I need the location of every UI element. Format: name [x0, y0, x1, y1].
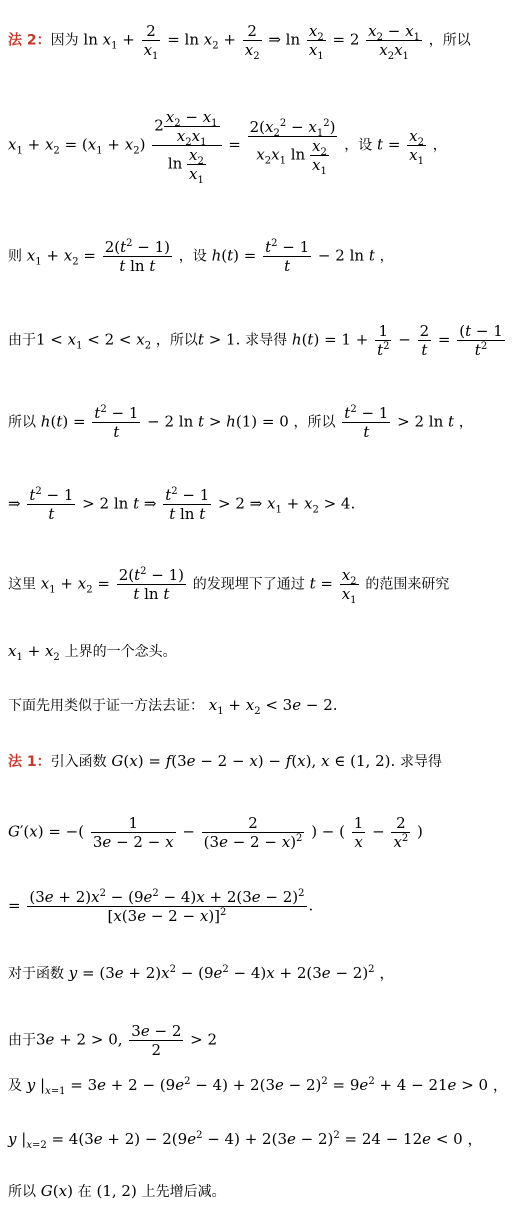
text: 求导得	[245, 332, 288, 349]
line-vertex: 由于3e + 2 > 0, $\frac{3e - 2}{2}$ > 2	[8, 1022, 218, 1059]
fraction: $\frac{2(t^2 - 1)}{\text{t ln t}}$	[104, 238, 170, 275]
line-G-prime-simplified: = $\frac{(3e + 2)x^2 - (9e^2 - 4)x + 2(3e - 2)^2}{[x(3e - 2 - x)]^2}$ .	[8, 888, 314, 925]
line-define-h: 则 $x_1 + x_2$ = $\frac{2(t^2 - 1)}{\text{t ln t}}$ ，设 h(t) = $\frac{t^2 - 1}{t}$ − 2 ln t ，	[8, 238, 394, 275]
line-quadratic: 对于函数 $y = (3e + 2)x^2 - (9e^2 - 4)x + 2(3e - 2)^2$ ，	[8, 964, 395, 982]
text: 所以	[8, 1184, 36, 1200]
fraction: $\frac{x_2}{x_1}$	[409, 127, 424, 167]
text: 的发现埋下了通过	[192, 576, 305, 593]
text: 由于	[8, 332, 36, 349]
line-method1-intro: 法 1：引入函数 G(x) = f(3e − 2 − x) − f(x), x ∈ (1, 2). 求导得	[8, 752, 443, 770]
text: 在	[77, 1184, 92, 1200]
fraction: $\frac{t^2 - 1}{t}$	[94, 404, 139, 441]
fraction: $\frac{x_2 - x_1}{x_2x_1}$	[368, 22, 420, 62]
text: ，所以	[155, 332, 198, 349]
line-remark: 这里 $x_1 + x_2$ = $\frac{2(t^2 - 1)}{\text{t ln t}}$ 的发现埋下了通过 t = $\frac{x_2}{x_1}$ 的范围来研究	[8, 566, 450, 606]
fraction: $\frac{(3e + 2)x^2 - (9e^2 - 4)x + 2(3e - 2)^2}{[x(3e - 2 - x)]^2}$	[29, 888, 305, 925]
line-monotonicity: 所以 G(x) 在 (1, 2) 上先增后减。	[8, 1182, 226, 1200]
text: 这里	[8, 576, 36, 593]
text: 及	[8, 1078, 22, 1094]
method2-heading: 法 2：	[8, 32, 51, 49]
text: 由于	[8, 1032, 36, 1049]
text: ，设	[178, 248, 207, 265]
fraction: $\frac{t^2 - 1}{t}$	[29, 486, 74, 523]
fraction: $\frac{2}{x^2}$	[393, 814, 409, 851]
fraction: $\frac{x_2}{x_1}$	[341, 566, 357, 606]
line-derivative-h: 由于$1 < x_1 < 2 < x_2$ ，所以t > 1. 求导得 h(t) = 1 + $\frac{1}{t^2}$ − $\frac{2}{t}$ = $\frac{(t - 1}{t^2}$	[8, 322, 503, 359]
text: ，所以	[428, 32, 471, 49]
text: 则	[8, 248, 22, 265]
line-y-at-1: 及 y $|_{x=1} = 3e + 2 - (9e^2 - 4) + 2(3e - 2)^2 = 9e^2 + 4 - 21e > 0$ ，	[8, 1076, 508, 1097]
line-conclusion-gt4: ⇒ $\frac{t^2 - 1}{t}$ > 2 ln t ⇒ $\frac{t^2 - 1}{\text{t ln t}}$ > 2 ⇒ $x_1 + x_2 > 4$.	[8, 486, 356, 523]
fraction: $\frac{2}{t}$	[419, 322, 430, 359]
line-y-at-2: y $|_{x=2} = 4(3e + 2) - 2(9e^2 - 4) + 2(3e - 2)^2 = 24 - 12e < 0$ ，	[8, 1130, 483, 1151]
text: ，所以	[293, 414, 336, 431]
line-sum-expression: $x_1 + x_2 = (x_1 + x_2)$ 2 $\frac{x_2 - x_1}{x_2x_1}$ ln $\frac{x_2}{x_1}$ = $2(x_2^2 - x_1^2)$ $x_2x_1$ ln $\frac{x_2}{x_1}$ ，设 t = $\frac{x_2}{x_1}$ ，	[8, 108, 447, 186]
fraction: $\frac{2}{x_1}$	[143, 22, 159, 62]
fraction: $\frac{t^2 - 1}{t}$	[265, 238, 310, 275]
line-h-positive: 所以 h(t) = $\frac{t^2 - 1}{t}$ − 2 ln t > h(1) = 0 ，所以 $\frac{t^2 - 1}{t}$ > 2 ln t ，	[8, 404, 473, 441]
text: 下面先用类似于证一方法去证：	[8, 698, 204, 714]
fraction: $\frac{1}{3e - 2 - x}$	[92, 814, 174, 851]
text: 因为	[50, 32, 79, 49]
text: 对于函数	[8, 966, 64, 982]
fraction: $\frac{2(t^2 - 1)}{\text{t ln t}}$	[118, 566, 184, 603]
fraction: $2(x_2^2 - x_1^2)$ $x_2x_1$ ln $\frac{x_2}{x_1}$	[249, 117, 336, 177]
text: ，	[379, 248, 394, 265]
fraction: $\frac{3e - 2}{2}$	[131, 1022, 182, 1059]
text: 求导得	[400, 754, 443, 770]
line-G-prime: G′(x) = −( $\frac{1}{3e - 2 - x}$ − $\frac{2}{(3e - 2 - x)^2}$ ) − ( $\frac{1}{x}$ − $\frac{2}{x^2}$ )	[8, 814, 423, 851]
line-method2-intro: 法 2：因为 $\ln x_1$ + $\frac{2}{x_1}$ = $\ln x_2$ + $\frac{2}{x_2}$ ⇒ ln $\frac{x_2}{x_1}$ = 2 $\frac{x_2 - x_1}{x_2x_1}$ ，所以	[8, 22, 471, 62]
text: 上界的一个念头。	[64, 644, 177, 660]
fraction: $\frac{t^2 - 1}{\text{t ln t}}$	[165, 486, 210, 523]
line-upper-bound-idea: $x_1 + x_2$ 上界的一个念头。	[8, 642, 177, 663]
text: 的范围来研究	[365, 576, 450, 593]
text: ，	[432, 137, 447, 154]
line-prove-upper: 下面先用类似于证一方法去证： $x_1 + x_2 < 3e - 2$.	[8, 696, 338, 717]
fraction: $\frac{1}{x}$	[353, 814, 364, 851]
fraction: $\frac{t^2 - 1}{t}$	[344, 404, 389, 441]
text: 引入函数	[50, 754, 107, 770]
fraction: $\frac{2}{x_2}$	[244, 22, 260, 62]
fraction: 2 $\frac{x_2 - x_1}{x_2x_1}$ ln $\frac{x_2}{x_1}$	[152, 108, 221, 183]
fraction: $\frac{1}{t^2}$	[377, 322, 390, 359]
fraction: $\frac{(t - 1}{t^2}$	[459, 322, 503, 359]
fraction: $\frac{2}{(3e - 2 - x)^2}$	[203, 814, 303, 851]
method1-heading: 法 1：	[8, 754, 51, 770]
text: 所以	[8, 414, 36, 431]
text: 上先增后减。	[141, 1184, 226, 1200]
text: ，设	[344, 137, 373, 154]
fraction: $\frac{x_2}{x_1}$	[308, 22, 324, 62]
text: ，	[458, 414, 473, 431]
